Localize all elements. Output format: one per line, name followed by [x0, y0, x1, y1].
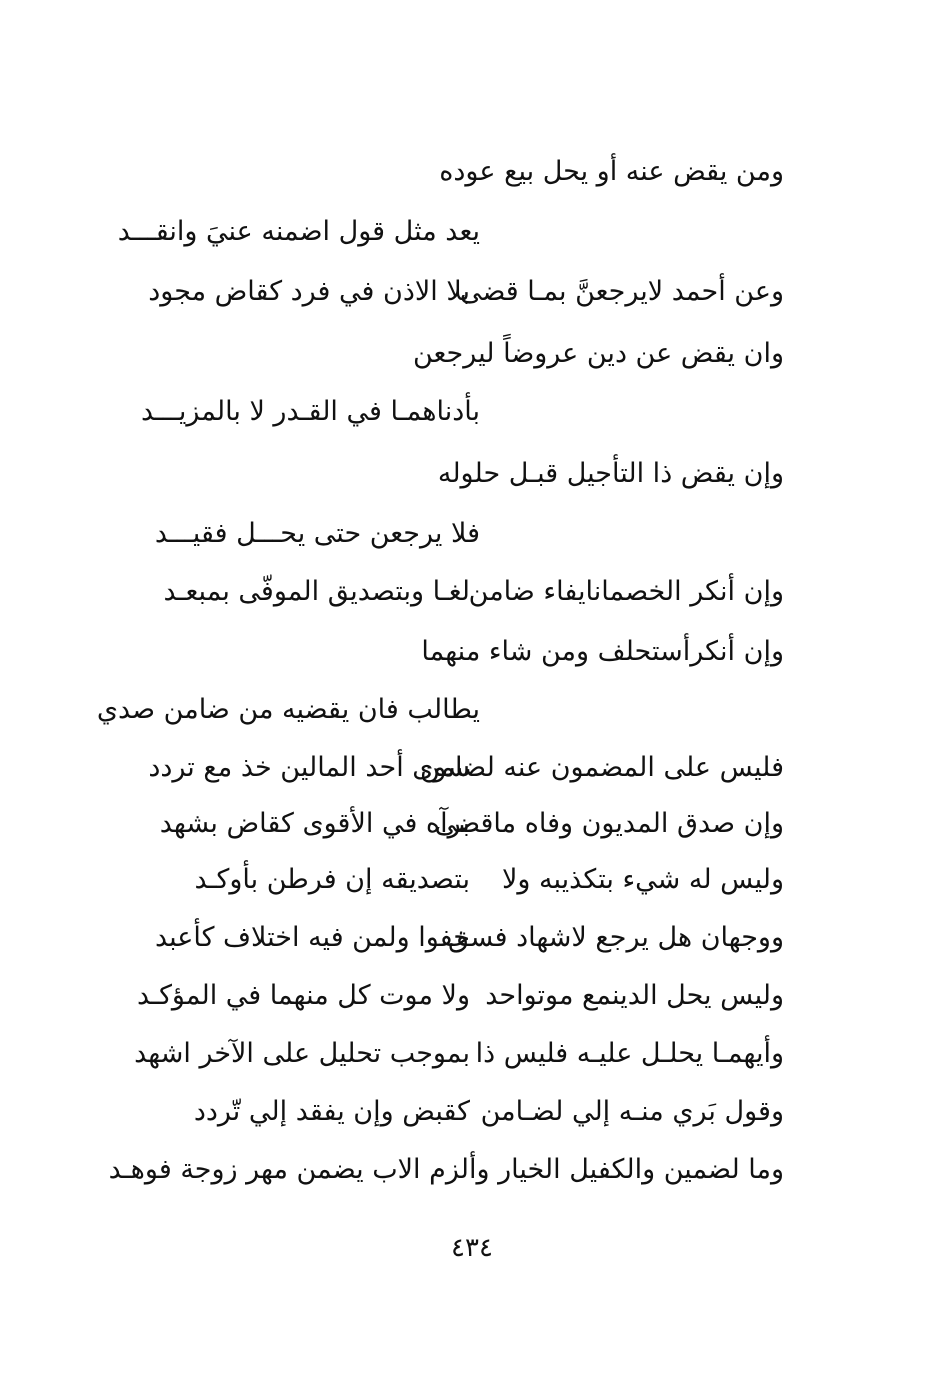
verse-line-10: يطالب فان يقضيه من ضامن صدي	[96, 694, 480, 725]
verse-line-12-first-hemistich: وإن صدق المديون وفاه ماقضى	[434, 808, 784, 839]
verse-line-4: وان يقض عن دين عروضاً ليرجعن	[412, 338, 784, 369]
verse-line-15	[136, 976, 784, 1016]
verse-line-14-first-hemistich: ووجهان هل يرجع لاشهاد فسق	[448, 922, 784, 953]
verse-line-8-second-hemistich: لغـا وبتصديق الموفّى بمبعـد	[163, 576, 470, 607]
verse-line-15-second-hemistich: ولا موت كل منهما في المؤكـد	[136, 980, 470, 1011]
verse-line-16-second-hemistich: بموجب تحليل على الآخر اشهد	[134, 1038, 470, 1069]
verse-line-16	[134, 1034, 784, 1074]
verse-line-18: وما لضمين والكفيل الخيار وألزم الاب يضمن مهر زوجة فوهـد	[108, 1154, 784, 1185]
verse-line-12-second-hemistich: برآه في الأقوى كقاض بشهد	[159, 808, 470, 839]
verse-line-1: ومن يقض عنه أو يحل بيع عوده	[439, 156, 784, 187]
verse-line-3	[140, 272, 784, 312]
verse-line-5: بأدناهمـا في القـدر لا بالمزيـــد	[140, 396, 480, 427]
verse-line-8-first-hemistich: وإن أنكر الخصمانايفاء ضامن	[468, 576, 784, 607]
verse-line-11	[140, 748, 784, 788]
verse-line-17	[140, 1092, 784, 1132]
verse-line-14	[140, 918, 784, 958]
verse-line-15-first-hemistich: وليس يحل الدينمع موتواحد	[485, 980, 784, 1011]
verse-line-17-first-hemistich: وقول بَري منـه إلي لضـامن	[480, 1096, 784, 1127]
verse-line-7: فلا يرجعن حتى يحـــل فقيـــد	[154, 518, 480, 549]
verse-line-8	[140, 572, 784, 612]
page-number: ٤٣٤	[451, 1233, 493, 1263]
verse-line-11-second-hemistich: سوى أحد المالين خذ مع تردد	[148, 752, 470, 783]
verse-line-13-second-hemistich: بتصديقه إن فرطن بأوكـد	[194, 864, 470, 895]
verse-line-16-first-hemistich: وأيهمـا يحلـل عليـه فليس ذا	[475, 1038, 784, 1069]
verse-line-3-first-hemistich: وعن أحمد لايرجعنَّ بمـا قضى	[459, 276, 784, 307]
verse-line-11-first-hemistich: فليس على المضمون عنه لضامن	[419, 752, 784, 783]
verse-line-13	[140, 860, 784, 900]
verse-line-17-second-hemistich: كقبض وإن يفقد إلي تّردد	[193, 1096, 470, 1127]
verse-line-12	[140, 804, 784, 844]
verse-line-14-second-hemistich: خفوا ولمن فيه اختلاف كأعبد	[154, 922, 470, 953]
verse-line-9: وإن أنكرأستحلف ومن شاء منهما	[421, 636, 784, 667]
verse-line-2: يعد مثل قول اضمنه عنيَ وانقـــد	[117, 216, 480, 247]
verse-line-3-second-hemistich: بلا الاذن في فرد كقاض مجود	[148, 276, 470, 307]
verse-line-6: وإن يقض ذا التأجيل قبـل حلوله	[437, 458, 784, 489]
verse-line-13-first-hemistich: وليس له شيء بتكذيبه ولا	[501, 864, 784, 895]
